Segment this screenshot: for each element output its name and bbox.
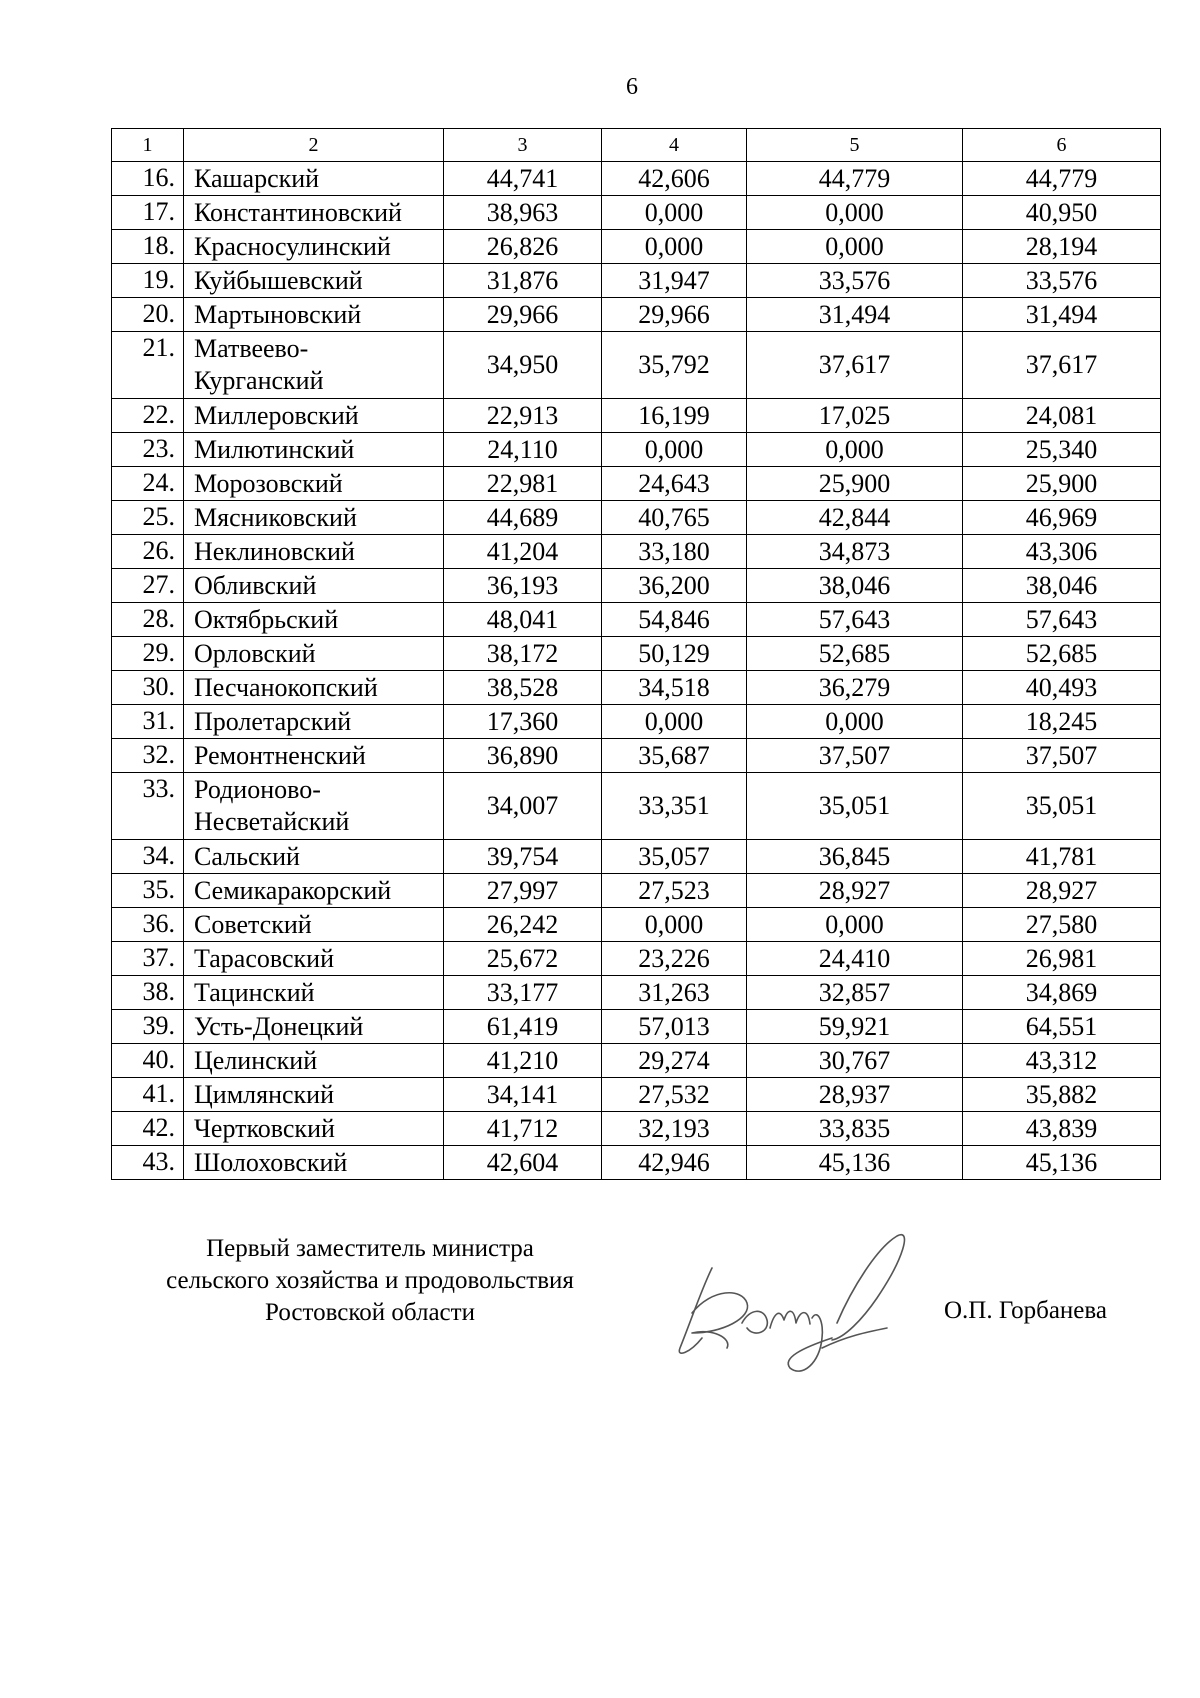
row-number: 39. (112, 1010, 184, 1044)
value-cell: 25,672 (444, 942, 602, 976)
value-cell: 25,900 (747, 467, 963, 501)
value-cell: 64,551 (963, 1010, 1161, 1044)
value-cell: 36,200 (602, 569, 747, 603)
district-name: Целинский (184, 1044, 444, 1078)
value-cell: 52,685 (747, 637, 963, 671)
value-cell: 0,000 (747, 433, 963, 467)
value-cell: 22,913 (444, 399, 602, 433)
district-name-line: Несветайский (194, 807, 350, 836)
value-cell: 57,013 (602, 1010, 747, 1044)
table-row (112, 196, 1161, 230)
district-name-line: Родионово- (194, 775, 321, 804)
value-cell: 50,129 (602, 637, 747, 671)
signatory-title-line: сельского хозяйства и продовольствия (166, 1267, 574, 1294)
row-number: 42. (112, 1112, 184, 1146)
value-cell: 34,873 (747, 535, 963, 569)
value-cell: 43,306 (963, 535, 1161, 569)
table-body (112, 162, 1161, 1180)
value-cell: 16,199 (602, 399, 747, 433)
value-cell: 27,532 (602, 1078, 747, 1112)
value-cell: 38,528 (444, 671, 602, 705)
value-cell: 0,000 (602, 705, 747, 739)
value-cell: 33,576 (963, 264, 1161, 298)
value-cell: 34,950 (444, 332, 602, 399)
value-cell: 0,000 (747, 705, 963, 739)
table-row (112, 739, 1161, 773)
table-row (112, 433, 1161, 467)
value-cell: 31,494 (963, 298, 1161, 332)
value-cell: 29,966 (444, 298, 602, 332)
row-number: 35. (112, 874, 184, 908)
value-cell: 28,927 (963, 874, 1161, 908)
value-cell: 28,937 (747, 1078, 963, 1112)
table-row (112, 467, 1161, 501)
table-row (112, 874, 1161, 908)
value-cell: 33,351 (602, 773, 747, 840)
value-cell: 31,876 (444, 264, 602, 298)
table-row (112, 976, 1161, 1010)
value-cell: 41,781 (963, 840, 1161, 874)
value-cell: 37,507 (747, 739, 963, 773)
value-cell: 0,000 (747, 230, 963, 264)
district-name: Цимлянский (184, 1078, 444, 1112)
value-cell: 38,046 (747, 569, 963, 603)
table-header-row (112, 129, 1161, 162)
district-name: Орловский (184, 637, 444, 671)
value-cell: 40,493 (963, 671, 1161, 705)
district-name: Мартыновский (184, 298, 444, 332)
table-row (112, 162, 1161, 196)
table-row (112, 501, 1161, 535)
value-cell: 57,643 (747, 603, 963, 637)
district-name: Морозовский (184, 467, 444, 501)
district-name: Куйбышевский (184, 264, 444, 298)
table-row (112, 603, 1161, 637)
row-number: 24. (112, 467, 184, 501)
value-cell: 31,494 (747, 298, 963, 332)
value-cell: 36,193 (444, 569, 602, 603)
value-cell: 33,177 (444, 976, 602, 1010)
district-name-line: Матвеево- (194, 334, 309, 363)
district-name: Милютинский (184, 433, 444, 467)
value-cell: 38,172 (444, 637, 602, 671)
district-name: Усть-Донецкий (184, 1010, 444, 1044)
value-cell: 43,839 (963, 1112, 1161, 1146)
value-cell: 46,969 (963, 501, 1161, 535)
value-cell: 54,846 (602, 603, 747, 637)
value-cell: 23,226 (602, 942, 747, 976)
signatory-title-line: Ростовской области (265, 1299, 475, 1326)
value-cell: 26,242 (444, 908, 602, 942)
value-cell: 44,779 (747, 162, 963, 196)
value-cell: 40,765 (602, 501, 747, 535)
district-name: Ремонтненский (184, 739, 444, 773)
value-cell: 27,523 (602, 874, 747, 908)
value-cell: 32,857 (747, 976, 963, 1010)
table-row (112, 1078, 1161, 1112)
value-cell: 37,617 (747, 332, 963, 399)
value-cell: 34,007 (444, 773, 602, 840)
value-cell: 48,041 (444, 603, 602, 637)
value-cell: 0,000 (747, 908, 963, 942)
row-number: 16. (112, 162, 184, 196)
value-cell: 42,604 (444, 1146, 602, 1180)
value-cell: 37,617 (963, 332, 1161, 399)
value-cell: 36,890 (444, 739, 602, 773)
value-cell: 39,754 (444, 840, 602, 874)
column-header: 1 (112, 129, 184, 162)
table-row (112, 1112, 1161, 1146)
row-number: 36. (112, 908, 184, 942)
column-header: 2 (184, 129, 444, 162)
table-row (112, 1010, 1161, 1044)
value-cell: 61,419 (444, 1010, 602, 1044)
value-cell: 25,900 (963, 467, 1161, 501)
district-name (184, 773, 444, 840)
column-header: 5 (747, 129, 963, 162)
value-cell: 34,518 (602, 671, 747, 705)
value-cell: 24,110 (444, 433, 602, 467)
district-name: Семикаракорский (184, 874, 444, 908)
row-number: 37. (112, 942, 184, 976)
value-cell: 33,835 (747, 1112, 963, 1146)
value-cell: 35,687 (602, 739, 747, 773)
table-row (112, 264, 1161, 298)
value-cell: 37,507 (963, 739, 1161, 773)
table-row (112, 840, 1161, 874)
district-name: Тарасовский (184, 942, 444, 976)
value-cell: 35,792 (602, 332, 747, 399)
data-table (111, 128, 1161, 1180)
value-cell: 36,845 (747, 840, 963, 874)
district-name (184, 332, 444, 399)
value-cell: 35,051 (747, 773, 963, 840)
value-cell: 44,741 (444, 162, 602, 196)
district-name: Мясниковский (184, 501, 444, 535)
district-name: Кашарский (184, 162, 444, 196)
value-cell: 24,643 (602, 467, 747, 501)
value-cell: 45,136 (963, 1146, 1161, 1180)
value-cell: 42,844 (747, 501, 963, 535)
row-number: 26. (112, 535, 184, 569)
value-cell: 33,180 (602, 535, 747, 569)
value-cell: 29,274 (602, 1044, 747, 1078)
value-cell: 45,136 (747, 1146, 963, 1180)
value-cell: 59,921 (747, 1010, 963, 1044)
row-number: 30. (112, 671, 184, 705)
district-name: Чертковский (184, 1112, 444, 1146)
district-name: Неклиновский (184, 535, 444, 569)
table-row (112, 535, 1161, 569)
district-name: Октябрьский (184, 603, 444, 637)
table-row (112, 569, 1161, 603)
value-cell: 30,767 (747, 1044, 963, 1078)
value-cell: 28,927 (747, 874, 963, 908)
row-number: 23. (112, 433, 184, 467)
row-number: 27. (112, 569, 184, 603)
row-number: 22. (112, 399, 184, 433)
value-cell: 35,051 (963, 773, 1161, 840)
value-cell: 27,580 (963, 908, 1161, 942)
value-cell: 52,685 (963, 637, 1161, 671)
value-cell: 38,046 (963, 569, 1161, 603)
value-cell: 31,947 (602, 264, 747, 298)
row-number: 19. (112, 264, 184, 298)
value-cell: 32,193 (602, 1112, 747, 1146)
value-cell: 42,606 (602, 162, 747, 196)
value-cell: 38,963 (444, 196, 602, 230)
row-number: 17. (112, 196, 184, 230)
table-row (112, 908, 1161, 942)
district-name-line: Курганский (194, 366, 324, 395)
table-row (112, 298, 1161, 332)
district-name: Константиновский (184, 196, 444, 230)
row-number: 20. (112, 298, 184, 332)
table-row (112, 1146, 1161, 1180)
value-cell: 0,000 (602, 196, 747, 230)
value-cell: 41,712 (444, 1112, 602, 1146)
value-cell: 18,245 (963, 705, 1161, 739)
column-header: 3 (444, 129, 602, 162)
value-cell: 57,643 (963, 603, 1161, 637)
row-number: 38. (112, 976, 184, 1010)
value-cell: 33,576 (747, 264, 963, 298)
value-cell: 0,000 (602, 908, 747, 942)
value-cell: 44,779 (963, 162, 1161, 196)
table-row (112, 705, 1161, 739)
district-name: Советский (184, 908, 444, 942)
value-cell: 25,340 (963, 433, 1161, 467)
value-cell: 34,869 (963, 976, 1161, 1010)
value-cell: 22,981 (444, 467, 602, 501)
row-number: 25. (112, 501, 184, 535)
row-number: 43. (112, 1146, 184, 1180)
column-header: 6 (963, 129, 1161, 162)
row-number: 18. (112, 230, 184, 264)
page-number: 6 (626, 74, 638, 100)
district-name: Миллеровский (184, 399, 444, 433)
row-number: 28. (112, 603, 184, 637)
row-number: 41. (112, 1078, 184, 1112)
row-number: 29. (112, 637, 184, 671)
value-cell: 41,210 (444, 1044, 602, 1078)
district-name: Обливский (184, 569, 444, 603)
row-number: 34. (112, 840, 184, 874)
value-cell: 26,981 (963, 942, 1161, 976)
column-header: 4 (602, 129, 747, 162)
row-number: 31. (112, 705, 184, 739)
value-cell: 24,410 (747, 942, 963, 976)
signatory-title-line: Первый заместитель министра (206, 1235, 534, 1262)
handwritten-signature-icon (672, 1228, 922, 1378)
row-number: 33. (112, 773, 184, 840)
value-cell: 17,025 (747, 399, 963, 433)
value-cell: 44,689 (444, 501, 602, 535)
row-number: 21. (112, 332, 184, 399)
table-row (112, 773, 1161, 840)
value-cell: 35,882 (963, 1078, 1161, 1112)
signer-name: О.П. Горбанева (944, 1297, 1107, 1324)
table-row (112, 942, 1161, 976)
value-cell: 43,312 (963, 1044, 1161, 1078)
signatory-title (130, 1233, 610, 1329)
value-cell: 0,000 (602, 230, 747, 264)
value-cell: 0,000 (602, 433, 747, 467)
value-cell: 31,263 (602, 976, 747, 1010)
table-row (112, 1044, 1161, 1078)
value-cell: 27,997 (444, 874, 602, 908)
value-cell: 42,946 (602, 1146, 747, 1180)
value-cell: 28,194 (963, 230, 1161, 264)
value-cell: 34,141 (444, 1078, 602, 1112)
table-row (112, 230, 1161, 264)
district-name: Сальский (184, 840, 444, 874)
value-cell: 35,057 (602, 840, 747, 874)
value-cell: 0,000 (747, 196, 963, 230)
row-number: 40. (112, 1044, 184, 1078)
district-name: Красносулинский (184, 230, 444, 264)
district-name: Пролетарский (184, 705, 444, 739)
value-cell: 29,966 (602, 298, 747, 332)
value-cell: 36,279 (747, 671, 963, 705)
value-cell: 24,081 (963, 399, 1161, 433)
value-cell: 17,360 (444, 705, 602, 739)
district-name: Песчанокопский (184, 671, 444, 705)
value-cell: 40,950 (963, 196, 1161, 230)
value-cell: 26,826 (444, 230, 602, 264)
district-name: Тацинский (184, 976, 444, 1010)
table-row (112, 671, 1161, 705)
table-row (112, 399, 1161, 433)
value-cell: 41,204 (444, 535, 602, 569)
district-name: Шолоховский (184, 1146, 444, 1180)
table-row (112, 332, 1161, 399)
row-number: 32. (112, 739, 184, 773)
table-row (112, 637, 1161, 671)
